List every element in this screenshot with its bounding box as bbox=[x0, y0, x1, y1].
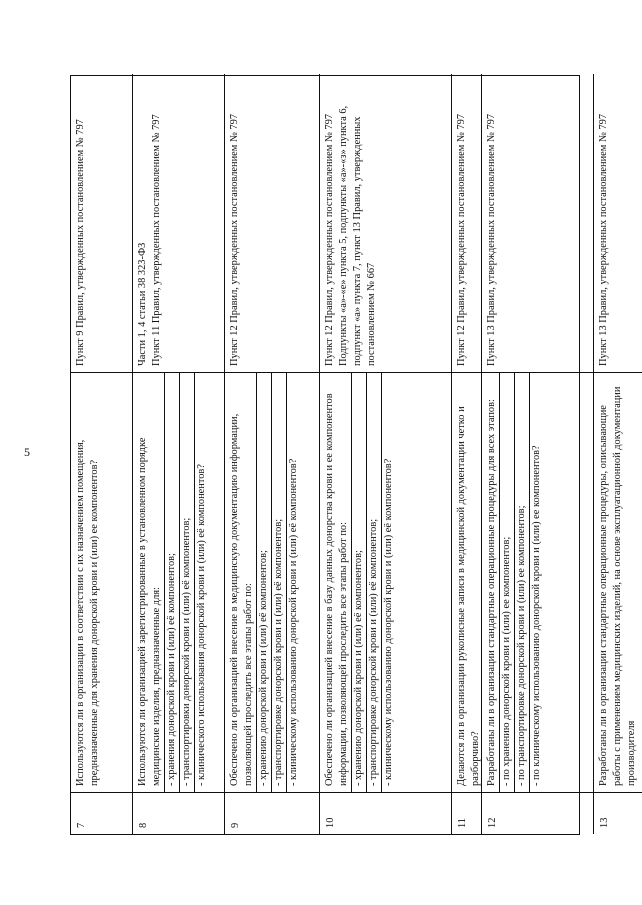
reference-cell bbox=[225, 74, 320, 372]
question-text: Разработаны ли в организации стандартные операционные процедуры, описывающие работы с применением медицинских изделий, на основе эксплуатационной документации производителя bbox=[598, 386, 638, 786]
row-number: 8 bbox=[133, 792, 225, 834]
row-number: 10 bbox=[320, 792, 452, 834]
question-text: Делаются ли в организации рукописные записи в медицинской документации четко и разборчиво? bbox=[456, 406, 482, 786]
reference-cell bbox=[71, 74, 133, 372]
sub-item: - клиническому использованию донорской крови и (или) её компонентов? bbox=[381, 373, 396, 792]
question-cell bbox=[482, 372, 594, 792]
sub-item: - клиническому использованию донорской крови и (или) её компонентов? bbox=[286, 373, 301, 792]
sub-item: - по хранению донорской крови и (или) ее компонентов; bbox=[499, 373, 514, 792]
reference-text: Подпункты «а»-«е» пункта 5, подпункты «а»-«з» пункта 6, подпункт «а» пункта 7, пункт 13 Правил, утвержденных постановлением № 667 bbox=[338, 105, 378, 366]
reference-text: Пункт 12 Правил, утвержденных постановлением № 797 bbox=[456, 113, 467, 366]
sub-item: - по клиническому использованию донорской крови и (или) ее компонентов? bbox=[529, 373, 544, 792]
question-text: Используются ли в организации в соответствии с их назначением помещения, предназначенные для хранения донорской крови и (или) ее компонентов? bbox=[75, 439, 101, 786]
reference-cell bbox=[452, 74, 482, 372]
reference-cell bbox=[594, 74, 642, 372]
sub-item: - хранения донорской крови и (или) её компонентов; bbox=[164, 373, 179, 792]
row-number: 9 bbox=[225, 792, 320, 834]
reference-text: Пункт 9 Правил, утвержденных постановлением № 797 bbox=[75, 119, 86, 366]
sub-item: - хранению донорской крови и (или) её компонентов; bbox=[256, 373, 271, 792]
question-cell bbox=[320, 372, 452, 792]
question-cell bbox=[594, 372, 642, 792]
sub-item: - транспортировки донорской крови и (или) её компонентов; bbox=[179, 373, 194, 792]
row-number: 12 bbox=[482, 792, 594, 834]
reference-cell bbox=[133, 74, 225, 372]
question-cell bbox=[133, 372, 225, 792]
question-text: Обеспечено ли организацией внесение в базу данных донорства крови и ее компонентов информации, позволяющей проследить все этапы работ по: bbox=[324, 393, 350, 786]
sub-item: - клинического использования донорской крови и (или) её компонентов? bbox=[194, 373, 209, 792]
question-text: Используются ли организацией зарегистрированные в установленном порядке медицинские изделия, предназначенные для: bbox=[137, 437, 163, 786]
checklist-table bbox=[70, 75, 638, 835]
question-cell bbox=[452, 372, 482, 792]
row-number: 7 bbox=[71, 792, 133, 834]
reference-cell bbox=[482, 74, 594, 372]
question-text: Обеспечено ли организацией внесение в медицинскую документацию информации, позволяющей проследить все этапы работ по: bbox=[229, 413, 255, 786]
question-text: Разработаны ли в организации стандартные операционные процедуры для всех этапов: bbox=[486, 399, 497, 786]
reference-text: Пункт 13 Правил, утвержденных постановлением № 797 bbox=[598, 113, 609, 366]
sub-item: - транспортировке донорской крови и (или) её компонентов; bbox=[271, 373, 286, 792]
question-cell bbox=[71, 372, 133, 792]
reference-text: Пункт 13 Правил, утвержденных постановлением № 797 bbox=[486, 113, 497, 366]
sub-item: - по транспортировке донорской крови и (или) ее компонентов; bbox=[514, 373, 529, 792]
reference-text: Пункт 12 Правил, утвержденных постановлением № 797 bbox=[324, 113, 335, 366]
rotated-table-wrapper bbox=[70, 75, 638, 835]
sub-item: - транспортировке донорской крови и (или) её компонентов; bbox=[366, 373, 381, 792]
sub-item: - хранению донорской крови и (или) её компонентов; bbox=[351, 373, 366, 792]
question-cell bbox=[225, 372, 320, 792]
row-number: 11 bbox=[452, 792, 482, 834]
reference-text: Пункт 12 Правил, утвержденных постановлением № 797 bbox=[229, 113, 240, 366]
page-number: 5 bbox=[24, 445, 30, 459]
reference-text: Части 1, 4 статьи 38 323-ФЗ bbox=[137, 242, 148, 366]
reference-text: Пункт 11 Правил, утвержденных постановлением № 797 bbox=[151, 114, 163, 366]
reference-cell bbox=[320, 74, 452, 372]
row-number: 13 bbox=[594, 792, 642, 834]
